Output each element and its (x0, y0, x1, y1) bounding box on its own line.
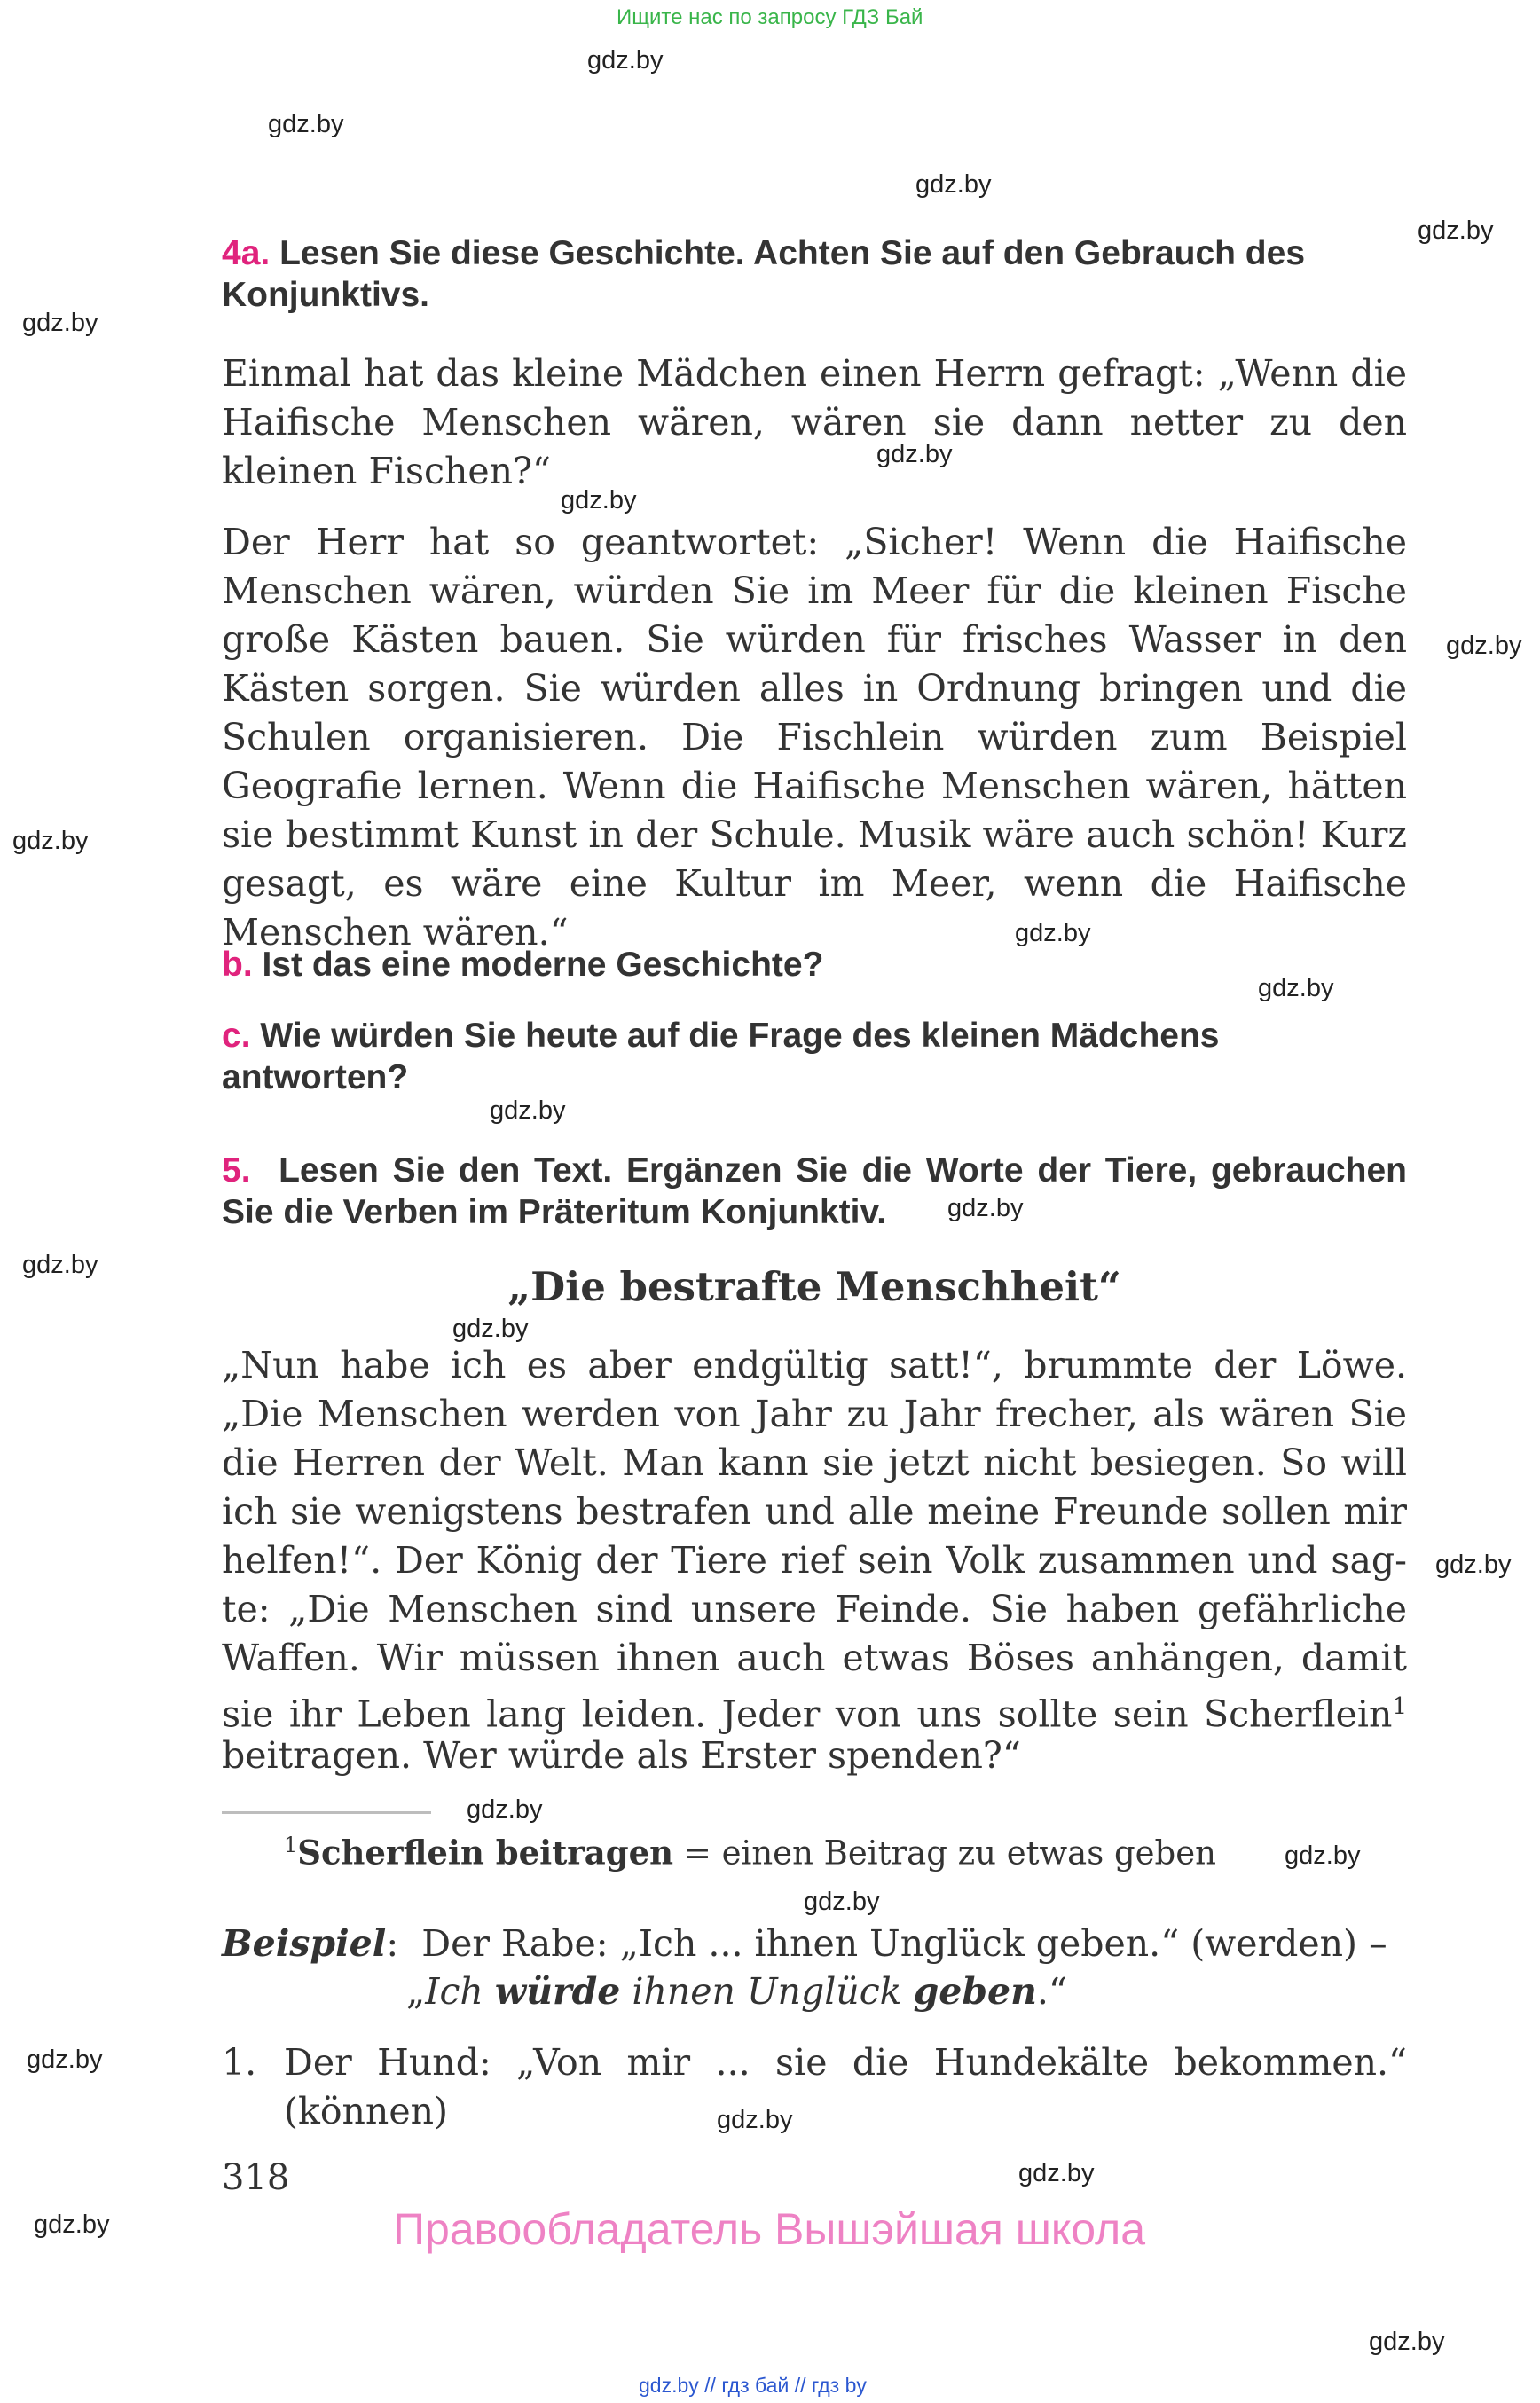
task-number: b. (222, 946, 253, 984)
task-number: 4a. (222, 234, 271, 272)
watermark: gdz.by (1418, 216, 1494, 245)
watermark: gdz.by (12, 827, 89, 855)
task-text: Wie würden Sie heute auf die Frage des kleinen Mädchens antworten? (222, 1017, 1220, 1096)
example-answer (406, 1967, 1067, 2016)
footnote-ref: 1 (1392, 1693, 1407, 1720)
story-body (222, 1341, 1407, 1739)
watermark: gdz.by (1369, 2328, 1445, 2356)
watermark: gdz.by (804, 1888, 880, 1916)
watermark: gdz.by (1446, 632, 1522, 660)
task-5 (222, 1150, 1407, 1233)
task-4c (222, 1015, 1407, 1098)
quote-open: „ (406, 1970, 426, 2013)
watermark: gdz.by (1015, 919, 1091, 947)
watermark: gdz.by (1018, 2159, 1095, 2187)
example: Beispiel: Der Rabe: „Ich ... ihnen Unglück geben.“ (werden) – (222, 1922, 1387, 1965)
answer-part: ihnen Unglück (620, 1970, 914, 2013)
watermark: gdz.by (561, 486, 637, 514)
item-line-1: Der Hund: „Von mir ... sie die Hundekälte bekommen.“ (284, 2041, 1407, 2084)
story-line: „Die Menschen werden von Jahr zu Jahr frecher, als wären Sie (222, 1393, 1407, 1435)
watermark: gdz.by (1258, 974, 1334, 1002)
task-4a (222, 232, 1407, 316)
watermark: gdz.by (452, 1315, 529, 1343)
story-line: ich sie wenigstens bestrafen und alle meine Freunde sollen mir (222, 1490, 1407, 1533)
footnote-divider (222, 1811, 431, 1814)
watermark: gdz.by (876, 440, 953, 468)
watermark: gdz.by (1285, 1842, 1361, 1870)
task-text: Ist das eine moderne Geschichte? (262, 946, 824, 984)
watermark: gdz.by (717, 2106, 793, 2134)
item-number: 1. (222, 2041, 257, 2084)
watermark: gdz.by (467, 1795, 543, 1824)
example-label: Beispiel (222, 1922, 387, 1965)
story-line-last: beitragen. Wer würde als Erster spenden?“ (222, 1734, 1021, 1777)
watermark: gdz.by (947, 1194, 1024, 1222)
answer-infinitive: geben (913, 1970, 1037, 2013)
watermark: gdz.by (34, 2211, 110, 2239)
task-text: Lesen Sie diese Geschichte. Achten Sie auf den Gebrauch des Konjunktivs. (222, 234, 1306, 314)
watermark: gdz.by (27, 2046, 103, 2074)
story-line: Waffen. Wir müssen ihnen auch etwas Böses anhängen, damit (222, 1637, 1407, 1679)
story-line: te: „Die Menschen sind unsere Feinde. Sie haben gefährliche (222, 1588, 1407, 1630)
item-line-2: (können) (284, 2090, 449, 2132)
watermark: gdz.by (490, 1096, 566, 1125)
top-banner[interactable]: Ищите нас по запросу ГДЗ Бай (617, 5, 923, 29)
rights-holder: Правообладатель Вышэйшая школа (393, 2204, 1145, 2254)
story-line: „Nun habe ich es aber endgültig satt!“, brummte der Löwe. (222, 1344, 1407, 1386)
story-paragraph-1: Einmal hat das kleine Mädchen einen Herrn gefragt: „Wenn die Haifische Menschen wären, wären sie dann netter zu den kleinen Fischen?“ (222, 352, 1407, 492)
exercise-item-1 (222, 2038, 1407, 2136)
watermark: gdz.by (587, 46, 664, 75)
task-text: Lesen Sie den Text. Ergänzen Sie die Worte der Tiere, gebrauchen Sie die Verben im Präteritum Konjunktiv. (222, 1151, 1407, 1231)
story-line: helfen!“. Der König der Tiere rief sein Volk zusammen und sag- (222, 1539, 1407, 1582)
watermark: gdz.by (915, 170, 992, 199)
task-number: c. (222, 1017, 251, 1055)
quote-close: .“ (1036, 1970, 1067, 2013)
story-title: „Die bestrafte Menschheit“ (507, 1263, 1121, 1310)
story-line-text: sie ihr Leben lang leiden. Jeder von uns sollte sein Scherflein (222, 1692, 1393, 1736)
footnote-mark: 1 (284, 1833, 298, 1857)
footnote-term: Scherflein beitragen (297, 1833, 674, 1873)
answer-verb: würde (494, 1970, 621, 2013)
bottom-links[interactable]: gdz.by // гдз бай // гдз by (639, 2374, 867, 2397)
page-number: 318 (222, 2157, 290, 2198)
task-number: 5. (222, 1151, 251, 1190)
example-line-1: Der Rabe: „Ich ... ihnen Unglück geben.“ (werden) – (421, 1922, 1387, 1965)
watermark: gdz.by (268, 110, 344, 138)
footnote-definition: = einen Beitrag zu etwas geben (673, 1834, 1216, 1873)
footnote (284, 1833, 1216, 1872)
watermark: gdz.by (1435, 1551, 1512, 1579)
answer-part: Ich (425, 1970, 495, 2013)
watermark: gdz.by (22, 1251, 98, 1279)
story-paragraph-2: Der Herr hat so geantwortet: „Sicher! Wenn die Haifische Menschen wären, würden Sie im Meer für die kleinen Fische große Kästen bauen. Sie würden für frisches Wasser in den Kästen sorgen. Sie würden alles in Ordnung bringen und die Schulen organisieren. Die Fischlein würden zum Beispiel Geografie lernen. Wenn die Haifische Menschen wären, hätten sie bestimmt Kunst in der Schule. Musik wäre auch schön! Kurz gesagt, es wäre eine Kultur im Meer, wenn die Haifische Menschen wären.“ (222, 521, 1407, 954)
task-4b (222, 944, 1407, 986)
story-line: die Herren der Welt. Man kann sie jetzt nicht besiegen. So will (222, 1441, 1407, 1484)
watermark: gdz.by (22, 309, 98, 337)
